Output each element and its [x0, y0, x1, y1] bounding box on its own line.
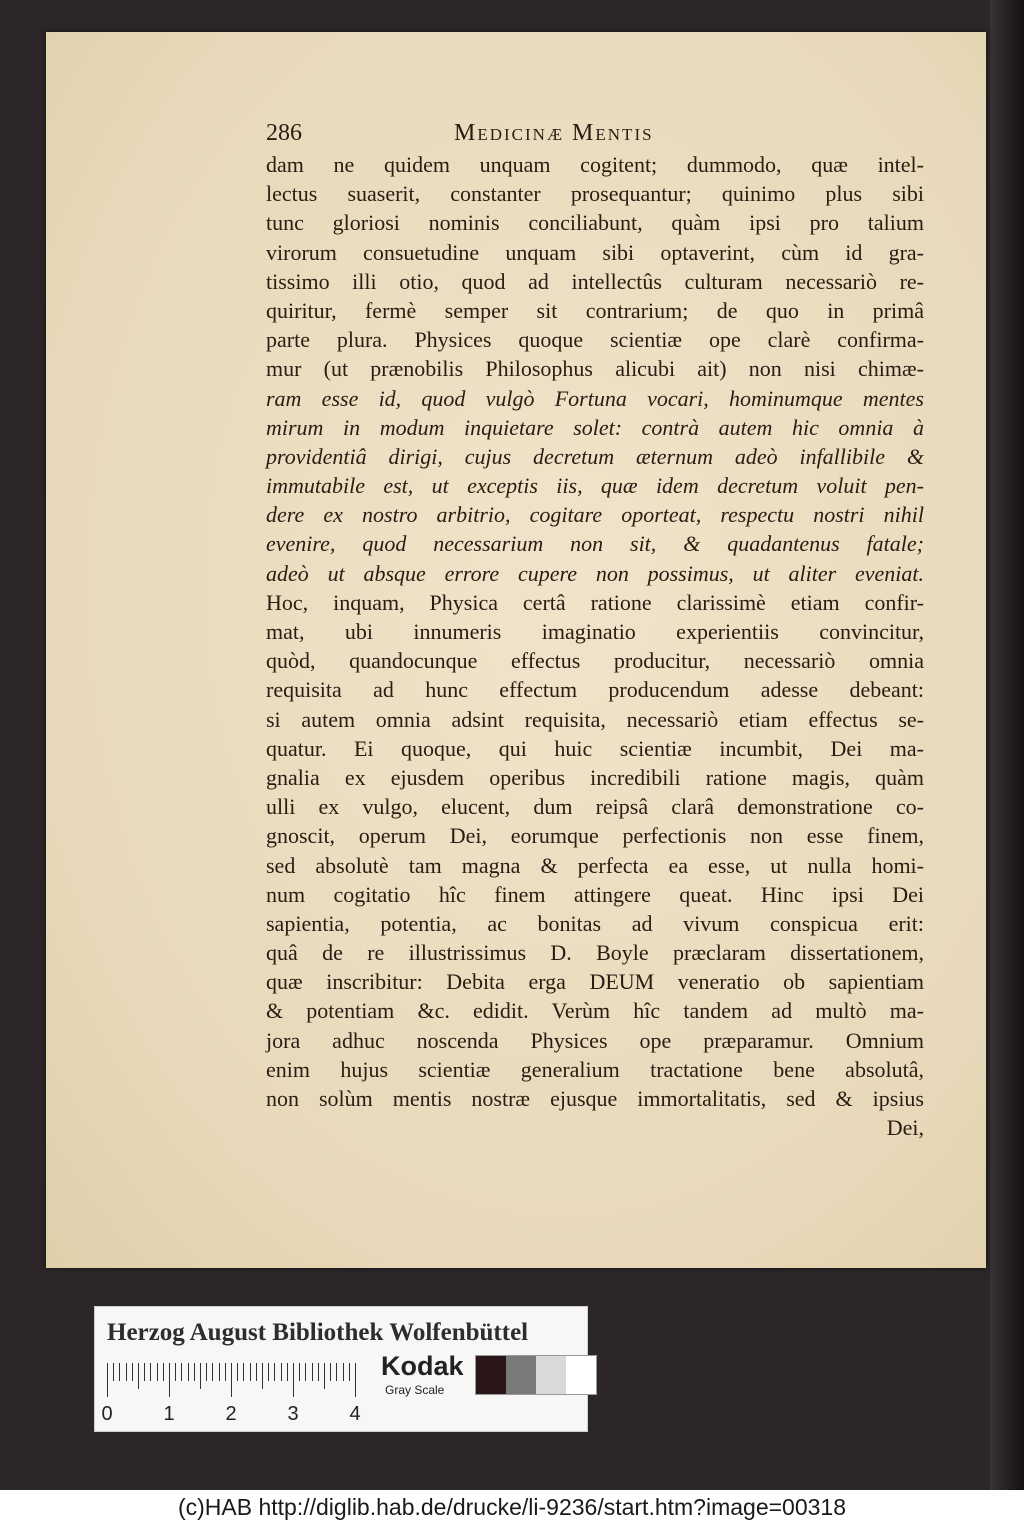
- running-title: Medicinæ Mentis: [454, 120, 654, 146]
- ruler-tick: [336, 1363, 337, 1381]
- ruler-tick: [324, 1363, 325, 1389]
- ruler-tick: [287, 1363, 288, 1381]
- ruler-tick: [256, 1363, 257, 1381]
- ruler-tick: [132, 1363, 133, 1381]
- gray-swatch: [476, 1356, 506, 1394]
- text-line: quæ inscribitur: Debita erga DEUM veneratio ob sapientiam: [266, 969, 924, 995]
- ruler-tick: [181, 1363, 182, 1381]
- scale-ruler: [101, 1363, 369, 1425]
- text-line: num cogitatio hîc finem attingere queat. Hinc ipsi Dei: [266, 881, 924, 907]
- ruler-tick: [219, 1363, 220, 1381]
- text-line: lectus suaserit, constanter prosequantur; quinimo plus sibi: [266, 181, 924, 207]
- text-line: mirum in modum inquietare solet: contrà autem hic omnia à: [266, 414, 924, 440]
- ruler-number: 2: [225, 1403, 237, 1425]
- ruler-tick: [138, 1363, 139, 1389]
- text-line: requisita ad hunc effectum producendum adesse debeant:: [266, 677, 924, 703]
- ruler-tick: [262, 1363, 263, 1389]
- label-title: Herzog August Bibliothek Wolfenbüttel: [107, 1319, 529, 1346]
- text-line: providentiâ dirigi, cujus decretum æternum adeò infallibile &: [266, 443, 924, 469]
- ruler-tick: [299, 1363, 300, 1381]
- ruler-number: 4: [349, 1403, 361, 1425]
- ruler-tick: [126, 1363, 127, 1381]
- ruler-tick: [250, 1363, 251, 1381]
- text-line: gnoscit, operum Dei, eorumque perfectionis non esse finem,: [266, 823, 924, 849]
- ruler-tick: [144, 1363, 145, 1381]
- text-line: non solùm mentis nostræ ejusque immortalitatis, sed & ipsius: [266, 1086, 924, 1111]
- ruler-tick: [119, 1363, 120, 1381]
- ruler-tick: [163, 1363, 164, 1381]
- ruler-tick: [107, 1363, 108, 1397]
- ruler-number: 3: [287, 1403, 299, 1425]
- ruler-tick: [243, 1363, 244, 1381]
- text-line: ram esse id, quod vulgò Fortuna vocari, hominumque mentes: [266, 385, 924, 411]
- ruler-number: 1: [163, 1403, 175, 1425]
- gray-scale-label: Gray Scale: [385, 1383, 445, 1397]
- text-line: mur (ut prænobilis Philosophus alicubi ait) non nisi chimæ-: [266, 356, 924, 382]
- gray-swatch: [536, 1356, 566, 1394]
- ruler-tick: [305, 1363, 306, 1381]
- library-label: [94, 1306, 588, 1432]
- ruler-tick: [150, 1363, 151, 1381]
- text-line: & potentiam &c. edidit. Verùm hîc tandem ad multò ma-: [266, 998, 924, 1024]
- ruler-tick: [113, 1363, 114, 1381]
- ruler-tick: [194, 1363, 195, 1381]
- ruler-tick: [318, 1363, 319, 1381]
- catchword: Dei,: [886, 1115, 924, 1141]
- text-line: Hoc, inquam, Physica certâ ratione clarissimè etiam confir-: [266, 589, 924, 615]
- page-text-block: [266, 120, 924, 1142]
- text-line: gnalia ex ejusdem operibus incredibili ratione magis, quàm: [266, 764, 924, 790]
- ruler-tick: [157, 1363, 158, 1381]
- ruler-tick: [231, 1363, 232, 1397]
- text-line: tunc gloriosi nominis conciliabunt, quàm ipsi pro talium: [266, 210, 924, 236]
- text-line: jora adhuc noscenda Physices ope præparamur. Omnium: [266, 1027, 924, 1053]
- text-line: enim hujus scientiæ generalium tractatione bene absolutâ,: [266, 1056, 924, 1082]
- gray-scale-swatches: [475, 1355, 597, 1395]
- ruler-tick: [343, 1363, 344, 1381]
- ruler-tick: [293, 1363, 294, 1397]
- text-line: adeò ut absque errore cupere non possimus, ut aliter eveniat.: [266, 560, 924, 586]
- page-number: 286: [266, 120, 302, 146]
- text-line: quiritur, fermè semper sit contrarium; de quo in primâ: [266, 297, 924, 323]
- ruler-tick: [225, 1363, 226, 1381]
- text-line: immutabile est, ut exceptis iis, quæ idem decretum voluit pen-: [266, 473, 924, 499]
- copyright-footer: (c)HAB http://diglib.hab.de/drucke/li-9236/start.htm?image=00318: [177, 1494, 846, 1520]
- ruler-tick: [274, 1363, 275, 1381]
- text-line: si autem omnia adsint requisita, necessariò etiam effectus se-: [266, 706, 924, 732]
- text-line: mat, ubi innumeris imaginatio experientiis convincitur,: [266, 619, 924, 644]
- ruler-tick: [237, 1363, 238, 1381]
- gray-swatch: [506, 1356, 536, 1394]
- ruler-tick: [349, 1363, 350, 1381]
- ruler-tick: [175, 1363, 176, 1381]
- text-line: quatur. Ei quoque, qui huic scientiæ incumbit, Dei ma-: [266, 735, 924, 761]
- gray-swatch: [566, 1356, 596, 1394]
- text-line: virorum consuetudine unquam sibi optaverint, cùm id gra-: [266, 239, 924, 265]
- text-line: evenire, quod necessarium non sit, & quadantenus fatale;: [266, 531, 924, 557]
- text-line: parte plura. Physices quoque scientiæ ope clarè confirma-: [266, 327, 924, 353]
- running-head: [266, 120, 924, 150]
- text-line: dere ex nostro arbitrio, cogitare oporteat, respectu nostri nihil: [266, 502, 924, 528]
- binding-edge: [990, 0, 1024, 1490]
- kodak-logo: Kodak: [381, 1351, 464, 1381]
- text-line: ulli ex vulgo, elucent, dum reipsâ clarâ demonstratione co-: [266, 794, 924, 820]
- text-line: sed absolutè tam magna & perfecta ea esse, ut nulla homi-: [266, 852, 924, 878]
- ruler-tick: [312, 1363, 313, 1381]
- ruler-tick: [355, 1363, 356, 1397]
- ruler-tick: [200, 1363, 201, 1389]
- text-line: quâ de re illustrissimus D. Boyle præclaram dissertationem,: [266, 940, 924, 966]
- ruler-tick: [281, 1363, 282, 1381]
- text-line: tissimo illi otio, quod ad intellectûs culturam necessariò re-: [266, 268, 924, 294]
- body-text: [266, 150, 924, 1113]
- ruler-tick: [212, 1363, 213, 1381]
- text-line: dam ne quidem unquam cogitent; dummodo, quæ intel-: [266, 152, 924, 177]
- text-line: sapientia, potentia, ac bonitas ad vivum conspicua erit:: [266, 910, 924, 936]
- ruler-tick: [169, 1363, 170, 1397]
- ruler-tick: [330, 1363, 331, 1381]
- ruler-number: 0: [101, 1403, 113, 1425]
- text-line: quòd, quandocunque effectus producitur, necessariò omnia: [266, 648, 924, 674]
- ruler-tick: [268, 1363, 269, 1381]
- ruler-tick: [206, 1363, 207, 1381]
- ruler-tick: [188, 1363, 189, 1381]
